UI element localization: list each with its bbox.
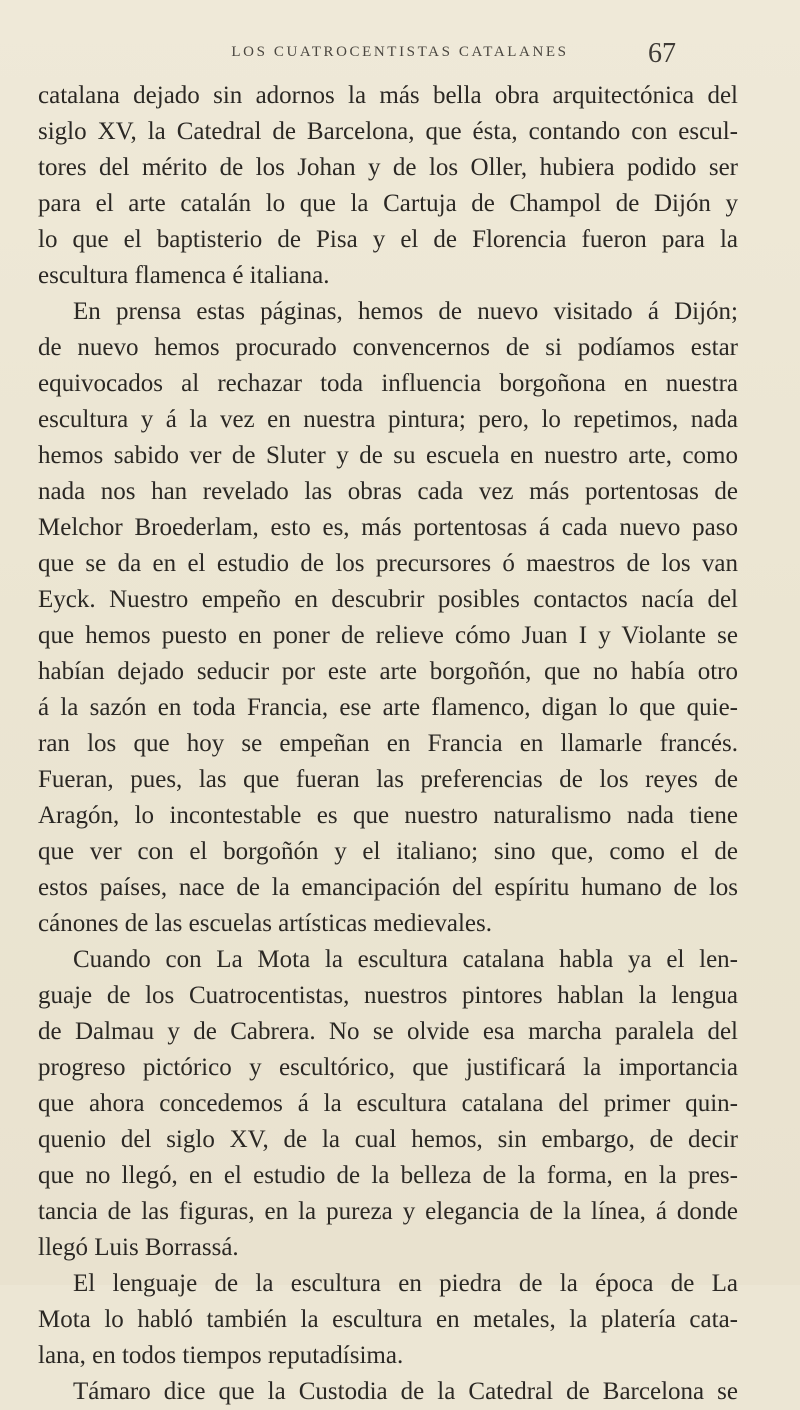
text-line: que ver con el borgoñón y el italiano; sino que, como el de bbox=[38, 838, 738, 865]
text-line: quenio del siglo XV, de la cual hemos, sin embargo, de decir bbox=[38, 1126, 738, 1153]
text-line: progreso pictórico y escultórico, que justificará la importancia bbox=[38, 1054, 738, 1081]
text-line: guaje de los Cuatrocentistas, nuestros pintores hablan la lengua bbox=[38, 982, 738, 1009]
text-line: Eyck. Nuestro empeño en descubrir posibles contactos nacía del bbox=[38, 586, 738, 613]
text-line: tores del mérito de los Johan y de los Oller, hubiera podido ser bbox=[38, 154, 738, 181]
text-line: equivocados al rechazar toda influencia borgoñona en nuestra bbox=[38, 370, 738, 397]
text-line: Cuando con La Mota la escultura catalana habla ya el len- bbox=[73, 946, 738, 973]
text-line: catalana dejado sin adornos la más bella obra arquitectónica del bbox=[38, 82, 738, 109]
text-line: hemos sabido ver de Sluter y de su escuela en nuestro arte, como bbox=[38, 442, 738, 469]
text-line: tancia de las figuras, en la pureza y elegancia de la línea, á donde bbox=[38, 1198, 738, 1225]
text-line: que hemos puesto en poner de relieve cómo Juan I y Violante se bbox=[38, 622, 738, 649]
text-line: llegó Luis Borrassá. bbox=[38, 1234, 239, 1261]
text-line: de Dalmau y de Cabrera. No se olvide esa marcha paralela del bbox=[38, 1018, 738, 1045]
text-line: El lenguaje de la escultura en piedra de la época de La bbox=[73, 1270, 738, 1297]
text-line: Aragón, lo incontestable es que nuestro naturalismo nada tiene bbox=[38, 802, 738, 829]
page-number: 67 bbox=[648, 38, 676, 69]
text-line: Melchor Broederlam, esto es, más portentosas á cada nuevo paso bbox=[38, 514, 738, 541]
text-line: que no llegó, en el estudio de la belleza de la forma, en la pres- bbox=[38, 1162, 738, 1189]
text-line: lo que el baptisterio de Pisa y el de Florencia fueron para la bbox=[38, 226, 738, 253]
text-line: estos países, nace de la emancipación del espíritu humano de los bbox=[38, 874, 738, 901]
text-line: para el arte catalán lo que la Cartuja de Champol de Dijón y bbox=[38, 190, 738, 217]
running-title: LOS CUATROCENTISTAS CATALANES bbox=[231, 44, 569, 60]
text-line: escultura flamenca é italiana. bbox=[38, 262, 330, 289]
text-line: de nuevo hemos procurado convencernos de si podíamos estar bbox=[38, 334, 738, 361]
text-line: que ahora concedemos á la escultura catalana del primer quin- bbox=[38, 1090, 738, 1117]
body-text bbox=[38, 78, 738, 1410]
text-line: cánones de las escuelas artísticas medievales. bbox=[38, 910, 492, 937]
text-line: Fueran, pues, las que fueran las preferencias de los reyes de bbox=[38, 766, 738, 793]
text-line: ran los que hoy se empeñan en Francia en llamarle francés. bbox=[38, 730, 738, 757]
text-line: En prensa estas páginas, hemos de nuevo visitado á Dijón; bbox=[73, 298, 738, 325]
text-line: que se da en el estudio de los precursores ó maestros de los van bbox=[38, 550, 738, 577]
text-line: escultura y á la vez en nuestra pintura; pero, lo repetimos, nada bbox=[38, 406, 738, 433]
text-line: Mota lo habló también la escultura en metales, la platería cata- bbox=[38, 1306, 738, 1333]
text-line: siglo XV, la Catedral de Barcelona, que ésta, contando con escul- bbox=[38, 118, 738, 145]
running-head bbox=[0, 38, 800, 68]
text-line: lana, en todos tiempos reputadísima. bbox=[38, 1342, 404, 1369]
text-line: habían dejado seducir por este arte borgoñón, que no había otro bbox=[38, 658, 738, 685]
text-line: á la sazón en toda Francia, ese arte flamenco, digan lo que quie- bbox=[38, 694, 738, 721]
text-line: Támaro dice que la Custodia de la Catedral de Barcelona se bbox=[73, 1378, 738, 1405]
text-line: nada nos han revelado las obras cada vez más portentosas de bbox=[38, 478, 738, 505]
